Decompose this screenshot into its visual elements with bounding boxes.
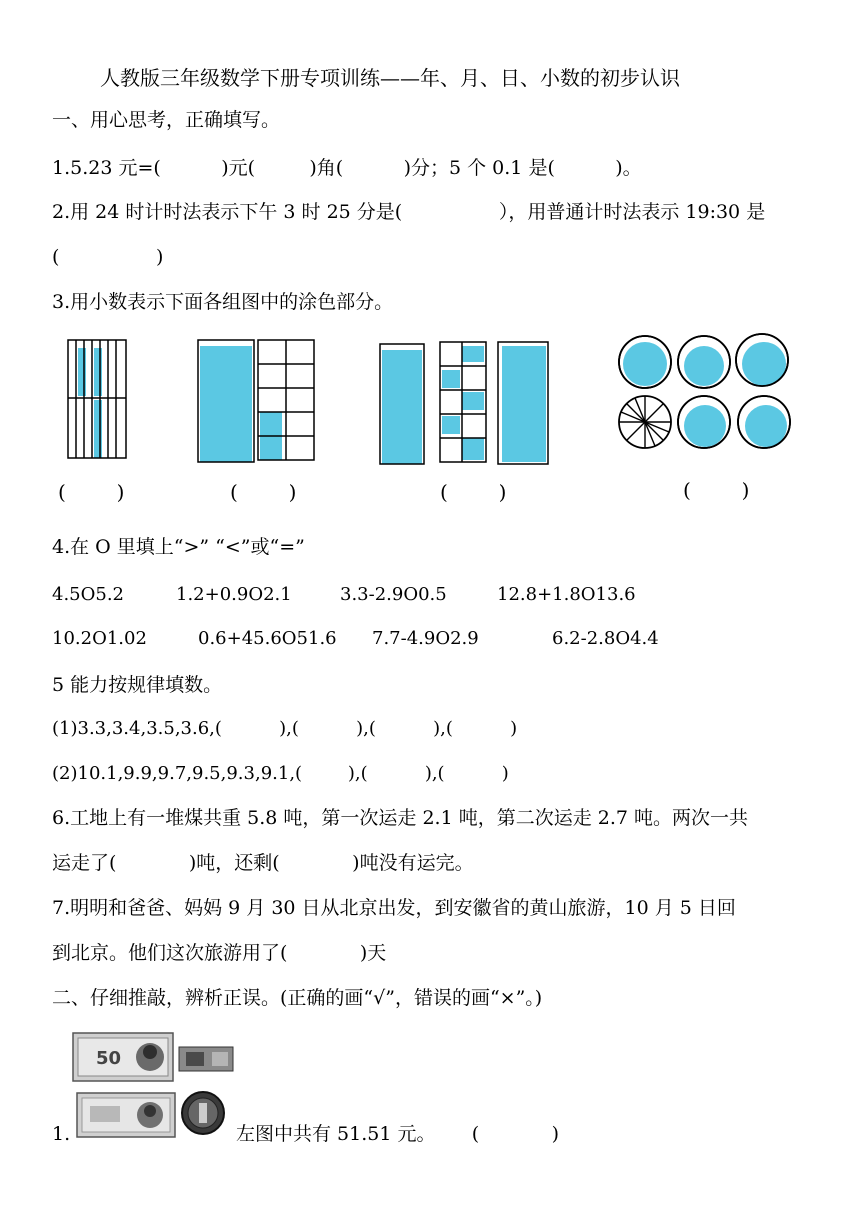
question-2-line-1: 2.用 24 时计时法表示下午 3 时 25 分是( ），用普通计时法表示 19:30 是 [52,201,766,223]
figure-1-grid [66,338,130,462]
figure-1-answer: ( ) [58,480,125,504]
one-yuan-banknote-image [76,1092,176,1138]
banknote-denomination: 50 [96,1048,122,1069]
question-7-line-1: 7.明明和爸爸、妈妈 9 月 30 日从北京出发，到安徽省的黄山旅游，10 月 5 日回 [52,897,736,919]
worksheet-title: 人教版三年级数学下册专项训练——年、月、日、小数的初步认识 [100,66,680,90]
compare-item: 7.7-4.9O2.9 [372,628,479,649]
compare-item: 10.2O1.02 [52,628,147,649]
coin-image [180,1090,226,1136]
section-2-question-1-number: 1. [52,1123,71,1145]
figure-4-circles [614,330,796,456]
question-2-line-2: ( ) [52,246,164,268]
question-5-part-1: (1)3.3,3.4,3.5,3.6,( ),( ),( ),( ) [52,718,518,739]
figure-3-answer: ( ) [440,480,507,504]
figure-4-answer: ( ) [683,478,750,502]
question-6-line-1: 6.工地上有一堆煤共重 5.8 吨，第一次运走 2.1 吨，第二次运走 2.7 吨。两次一共 [52,807,749,829]
figure-2-rects [194,336,318,466]
question-5-part-2: (2)10.1,9.9,9.7,9.5,9.3,9.1,( ),( ),( ) [52,763,509,784]
figure-3-rects [376,336,554,468]
section-2-heading: 二、仔细推敲，辨析正误。(正确的画“√”，错误的画“×”。) [52,987,543,1009]
compare-item: 6.2-2.8O4.4 [552,628,659,649]
compare-item: 1.2+0.9O2.1 [176,584,292,605]
section-1-heading: 一、用心思考，正确填写。 [52,109,281,131]
question-7-line-2: 到北京。他们这次旅游用了( )天 [52,942,387,964]
question-6-line-2: 运走了( )吨，还剩( )吨没有运完。 [52,852,474,874]
compare-item: 3.3-2.9O0.5 [340,584,447,605]
fifty-yuan-banknote-image [72,1032,174,1082]
small-banknote-image [178,1046,234,1072]
compare-item: 12.8+1.8O13.6 [497,584,636,605]
section-2-question-1: 左图中共有 51.51 元。 ( ) [236,1123,560,1145]
question-3: 3.用小数表示下面各组图中的涂色部分。 [52,291,394,313]
question-4-heading: 4.在 O 里填上“>” “<”或“=” [52,536,305,558]
question-1: 1.5.23 元=( )元( )角( )分；5 个 0.1 是( )。 [52,157,642,179]
compare-item: 4.5O5.2 [52,584,125,605]
question-5-heading: 5 能力按规律填数。 [52,674,223,696]
figure-2-answer: ( ) [230,480,297,504]
compare-item: 0.6+45.6O51.6 [198,628,337,649]
